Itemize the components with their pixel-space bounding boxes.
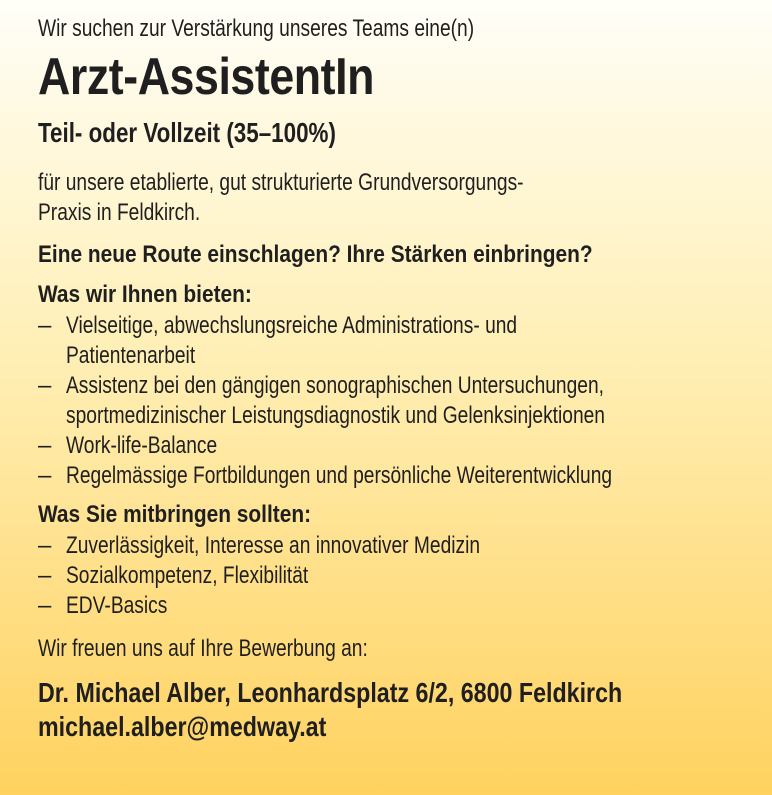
dash-bullet: – <box>38 592 52 619</box>
dash-bullet: – <box>38 432 52 459</box>
list-item: – Zuverlässigkeit, Interesse an innovativer Medizin <box>38 530 734 560</box>
list-item: – EDV-Basics <box>38 590 734 620</box>
requirements-list <box>38 530 734 620</box>
dash-bullet: – <box>38 372 52 399</box>
list-item: – Sozialkompetenz, Flexibilität <box>38 560 734 590</box>
dash-bullet: – <box>38 532 52 559</box>
requirements-heading: Was Sie mitbringen sollten: <box>38 501 312 528</box>
contact-email[interactable]: michael.alber@medway.at <box>38 711 327 742</box>
dash-bullet: – <box>38 562 52 589</box>
list-item: – Vielseitige, abwechslungsreiche Administrations- und Patientenarbeit <box>38 312 518 369</box>
closing-text: Wir freuen uns auf Ihre Bewerbung an: <box>38 635 368 662</box>
offer-list <box>38 310 734 490</box>
teaser-headline: Eine neue Route einschlagen? Ihre Stärken einbringen? <box>38 241 593 268</box>
description-line: Praxis in Feldkirch. <box>38 199 201 226</box>
employment-type: Teil- oder Vollzeit (35–100%) <box>38 117 336 148</box>
contact-address: Dr. Michael Alber, Leonhardsplatz 6/2, 6800 Feldkirch <box>38 677 623 708</box>
description-line: für unsere etablierte, gut strukturierte Grundversorgungs- <box>38 169 524 196</box>
practice-description <box>38 168 734 228</box>
list-item: – Regelmässige Fortbildungen und persönliche Weiterentwicklung <box>38 460 734 490</box>
dash-bullet: – <box>38 312 52 339</box>
list-item: – Assistenz bei den gängigen sonographischen Untersuchungen, sportmedizinischer Leistungsdiagnostik und Gelenksinjektionen <box>38 372 605 429</box>
list-item: – Work-life-Balance <box>38 430 734 460</box>
dash-bullet: – <box>38 462 52 489</box>
offer-heading: Was wir Ihnen bieten: <box>38 281 252 308</box>
job-title: Arzt-AssistentIn <box>38 48 375 106</box>
intro-text: Wir suchen zur Verstärkung unseres Teams eine(n) <box>38 15 475 42</box>
